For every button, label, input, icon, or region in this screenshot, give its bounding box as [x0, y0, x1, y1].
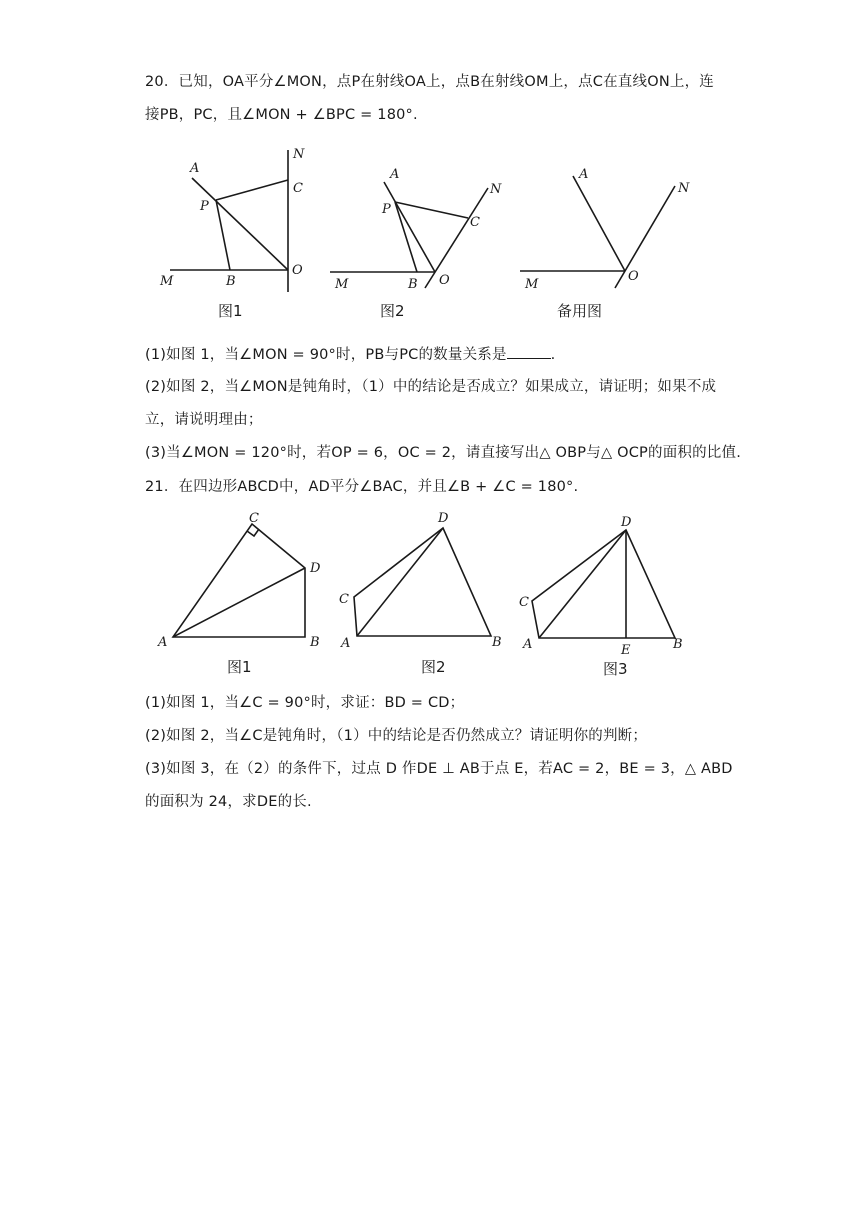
q21-part1: (1)如图 1，当∠C = 90°时，求证：BD = CD；	[145, 695, 465, 711]
label-a: A	[390, 167, 400, 182]
caption: 图3	[603, 660, 628, 678]
label-d: D	[438, 511, 449, 526]
segment-ad	[357, 528, 443, 636]
label-c: C	[293, 181, 303, 196]
label-n: N	[293, 147, 305, 162]
label-b: B	[226, 274, 236, 289]
label-o: O	[439, 273, 450, 288]
label-a: A	[579, 167, 589, 182]
label-b: B	[310, 635, 320, 650]
q21-figure-1	[155, 510, 335, 680]
q20-stem-line2: 接PB，PC，且∠MON + ∠BPC = 180°.	[145, 107, 418, 123]
ray-oa	[192, 178, 288, 270]
answer-blank	[507, 344, 551, 359]
label-e: E	[621, 643, 631, 658]
label-a: A	[190, 161, 200, 176]
q20-stem-line1: 20．已知，OA平分∠MON，点P在射线OA上，点B在射线OM上，点C在直线ON上，连	[145, 74, 714, 90]
label-c: C	[249, 511, 259, 526]
q21-part3-line1: (3)如图 3，在（2）的条件下，过点 D 作DE ⊥ AB于点 E，若AC = 2，BE = 3，△ ABD	[145, 761, 733, 777]
q20-figure-1	[150, 140, 330, 325]
quadrilateral-abcd	[354, 528, 491, 636]
quadrilateral-abcd	[532, 530, 675, 638]
q20-part1-period: .	[550, 347, 556, 363]
segment-ad	[173, 568, 305, 637]
label-d: D	[621, 515, 632, 530]
segment-pb	[395, 202, 417, 272]
q20-part1-text: (1)如图 1，当∠MON = 90°时，PB与PC的数量关系是	[145, 347, 507, 363]
label-p: P	[382, 202, 391, 217]
q20-part1	[145, 344, 555, 365]
caption: 图2	[380, 302, 405, 320]
ray-oa	[384, 182, 435, 272]
label-n: N	[678, 181, 690, 196]
caption: 备用图	[557, 302, 603, 320]
label-o: O	[628, 269, 639, 284]
caption: 图2	[421, 658, 446, 676]
segment-pc	[216, 180, 288, 200]
label-m: M	[160, 274, 174, 289]
q21-figure-2	[335, 510, 515, 680]
segment-pb	[216, 200, 230, 270]
label-b: B	[492, 635, 502, 650]
q20-part2-line2: 立，请说明理由；	[145, 412, 263, 428]
label-o: O	[292, 263, 303, 278]
label-a: A	[341, 636, 351, 651]
label-p: P	[200, 199, 209, 214]
right-angle-mark	[247, 529, 259, 536]
label-n: N	[490, 182, 502, 197]
caption: 图1	[227, 658, 252, 676]
label-a: A	[523, 637, 533, 652]
q20-figure-2	[320, 160, 520, 325]
q21-part2: (2)如图 2，当∠C是钝角时，（1）中的结论是否仍然成立？请证明你的判断；	[145, 728, 648, 744]
q20-figure-backup	[515, 160, 715, 325]
label-c: C	[470, 215, 480, 230]
segment-pc	[395, 202, 468, 218]
label-d: D	[310, 561, 321, 576]
label-b: B	[673, 637, 683, 652]
q20-part3: (3)当∠MON = 120°时，若OP = 6，OC = 2，请直接写出△ OBP与△ OCP的面积的比值.	[145, 445, 741, 461]
line-on	[615, 186, 675, 288]
q21-stem: 21．在四边形ABCD中，AD平分∠BAC，并且∠B + ∠C = 180°.	[145, 479, 579, 495]
label-c: C	[339, 592, 349, 607]
label-m: M	[335, 277, 349, 292]
label-c: C	[519, 595, 529, 610]
segment-ad	[539, 530, 626, 638]
label-b: B	[408, 277, 418, 292]
quadrilateral-abcd	[173, 524, 305, 637]
q21-figure-3	[515, 510, 695, 680]
caption: 图1	[218, 302, 243, 320]
q20-part2-line1: (2)如图 2，当∠MON是钝角时，（1）中的结论是否成立？如果成立，请证明；如果不成	[145, 379, 717, 395]
q21-part3-line2: 的面积为 24，求DE的长.	[145, 794, 312, 810]
label-a: A	[158, 635, 168, 650]
line-on	[425, 188, 488, 288]
ray-oa	[573, 176, 625, 271]
label-m: M	[525, 277, 539, 292]
